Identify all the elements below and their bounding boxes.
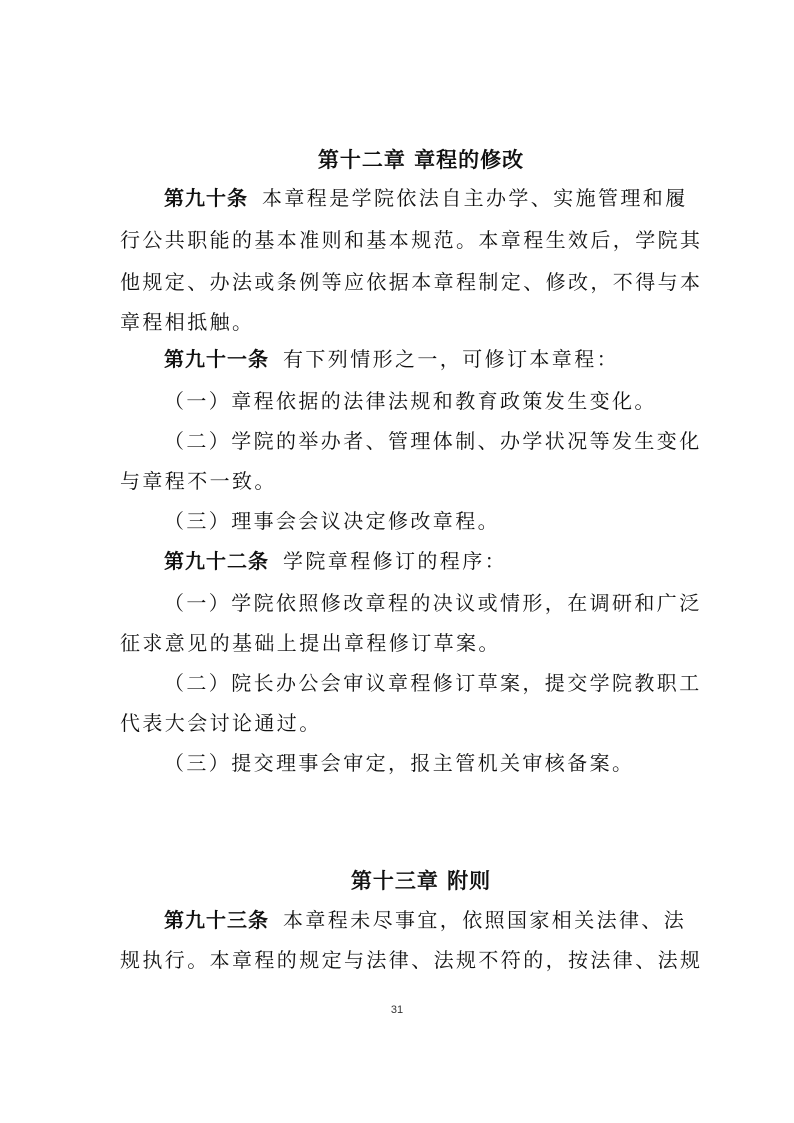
article-93-label: 第九十三条 [164, 908, 269, 932]
article-92-line-1 [164, 546, 507, 576]
article-91-item-3: （三）理事会会议决定修改章程。 [164, 509, 500, 533]
article-92-item-1-cont: 征求意见的基础上提出章程修订草案。 [120, 631, 501, 655]
article-90-text-1: 本章程是学院依法自主办学、实施管理和履 [262, 186, 688, 210]
article-92-item-2-cont: 代表大会讨论通过。 [120, 711, 322, 735]
page-number: 31 [390, 1004, 404, 1016]
article-92-item-2: （二）院长办公会审议章程修订草案，提交学院教职工 [164, 671, 702, 695]
article-92-item-3: （三）提交理事会审定，报主管机关审核备案。 [164, 751, 635, 775]
article-91-label: 第九十一条 [164, 347, 269, 371]
article-91-item-2-cont: 与章程不一致。 [120, 469, 277, 493]
article-92-label: 第九十二条 [164, 549, 269, 573]
article-92-item-1: （一）学院依照修改章程的决议或情形，在调研和广泛 [164, 591, 702, 615]
article-93-text-1: 本章程未尽事宜，依照国家相关法律、法 [283, 908, 687, 932]
article-91-item-2: （二）学院的举办者、管理体制、办学状况等发生变化 [164, 429, 702, 453]
article-91-line-1 [164, 344, 619, 374]
article-90-line-1 [164, 183, 688, 213]
article-90-label: 第九十条 [164, 186, 248, 210]
article-90-line-2: 行公共职能的基本准则和基本规范。本章程生效后，学院其 [120, 228, 703, 252]
chapter-13-title: 第十三章 附则 [350, 869, 492, 893]
chapter-12-title: 第十二章 章程的修改 [317, 148, 525, 172]
article-90-line-3: 他规定、办法或条例等应依据本章程制定、修改，不得与本 [120, 270, 703, 294]
article-90-line-4: 章程相抵触。 [120, 310, 255, 334]
article-92-text-1: 学院章程修订的程序： [283, 549, 507, 573]
article-93-line-1 [164, 905, 686, 935]
article-93-line-2: 规执行。本章程的规定与法律、法规不符的，按法律、法规 [120, 948, 703, 972]
article-91-item-1: （一）章程依据的法律法规和教育政策发生变化。 [164, 389, 657, 413]
article-91-text-1: 有下列情形之一，可修订本章程： [283, 347, 619, 371]
